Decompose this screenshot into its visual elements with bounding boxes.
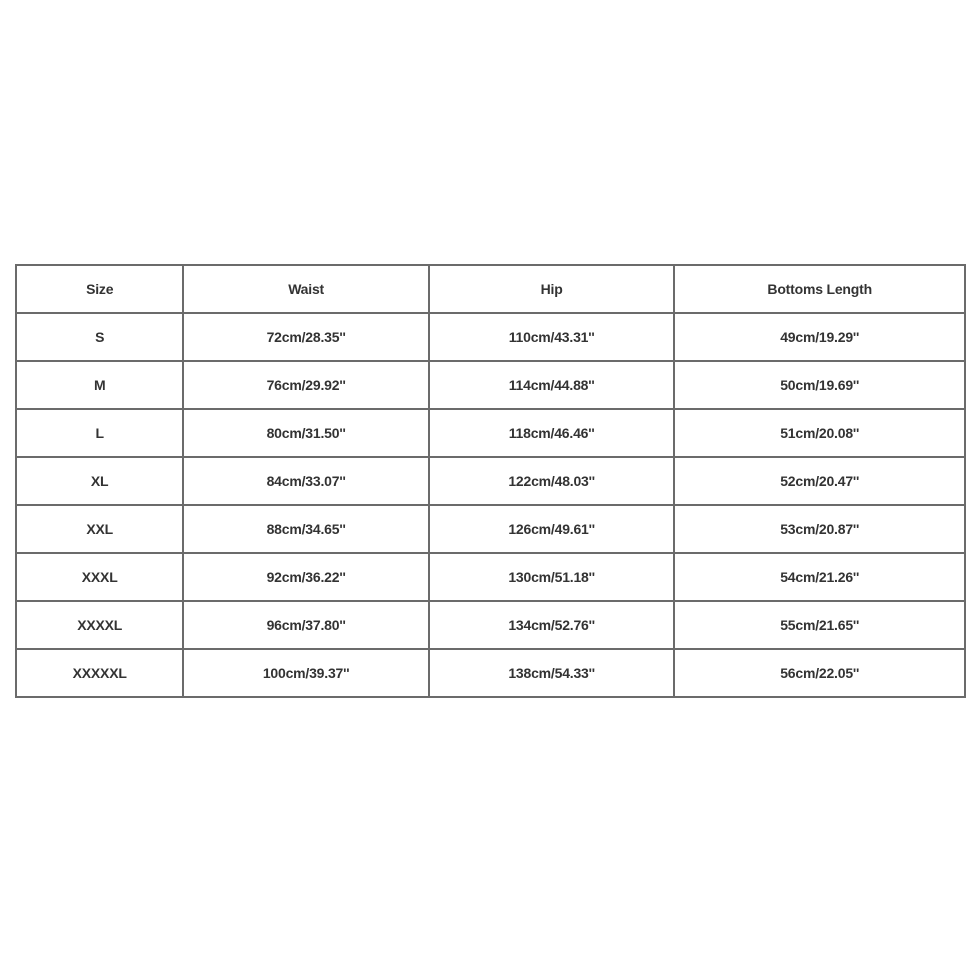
cell-hip: 126cm/49.61'' <box>429 505 675 553</box>
cell-waist: 72cm/28.35'' <box>183 313 429 361</box>
size-chart-table <box>15 264 966 698</box>
cell-hip: 130cm/51.18'' <box>429 553 675 601</box>
cell-bottoms-length: 55cm/21.65'' <box>674 601 965 649</box>
table-row <box>16 313 965 361</box>
cell-waist: 96cm/37.80'' <box>183 601 429 649</box>
header-hip: Hip <box>429 265 675 313</box>
table-row <box>16 409 965 457</box>
cell-waist: 88cm/34.65'' <box>183 505 429 553</box>
table-row <box>16 601 965 649</box>
table-row <box>16 505 965 553</box>
cell-hip: 134cm/52.76'' <box>429 601 675 649</box>
cell-hip: 122cm/48.03'' <box>429 457 675 505</box>
header-row <box>16 265 965 313</box>
cell-waist: 76cm/29.92'' <box>183 361 429 409</box>
cell-waist: 100cm/39.37'' <box>183 649 429 697</box>
cell-bottoms-length: 52cm/20.47'' <box>674 457 965 505</box>
table-body <box>16 313 965 697</box>
cell-bottoms-length: 51cm/20.08'' <box>674 409 965 457</box>
header-waist: Waist <box>183 265 429 313</box>
header-bottoms-length: Bottoms Length <box>674 265 965 313</box>
table-row <box>16 457 965 505</box>
header-size: Size <box>16 265 183 313</box>
cell-bottoms-length: 53cm/20.87'' <box>674 505 965 553</box>
cell-size: XXXL <box>16 553 183 601</box>
cell-hip: 110cm/43.31'' <box>429 313 675 361</box>
cell-size: XXXXXL <box>16 649 183 697</box>
cell-bottoms-length: 49cm/19.29'' <box>674 313 965 361</box>
cell-size: XXXXL <box>16 601 183 649</box>
table-row <box>16 649 965 697</box>
cell-size: M <box>16 361 183 409</box>
cell-hip: 114cm/44.88'' <box>429 361 675 409</box>
cell-size: XL <box>16 457 183 505</box>
cell-size: L <box>16 409 183 457</box>
table-row <box>16 553 965 601</box>
cell-hip: 138cm/54.33'' <box>429 649 675 697</box>
cell-waist: 92cm/36.22'' <box>183 553 429 601</box>
cell-hip: 118cm/46.46'' <box>429 409 675 457</box>
cell-size: S <box>16 313 183 361</box>
cell-size: XXL <box>16 505 183 553</box>
table-header <box>16 265 965 313</box>
cell-bottoms-length: 54cm/21.26'' <box>674 553 965 601</box>
table-row <box>16 361 965 409</box>
cell-bottoms-length: 56cm/22.05'' <box>674 649 965 697</box>
cell-waist: 84cm/33.07'' <box>183 457 429 505</box>
cell-bottoms-length: 50cm/19.69'' <box>674 361 965 409</box>
cell-waist: 80cm/31.50'' <box>183 409 429 457</box>
